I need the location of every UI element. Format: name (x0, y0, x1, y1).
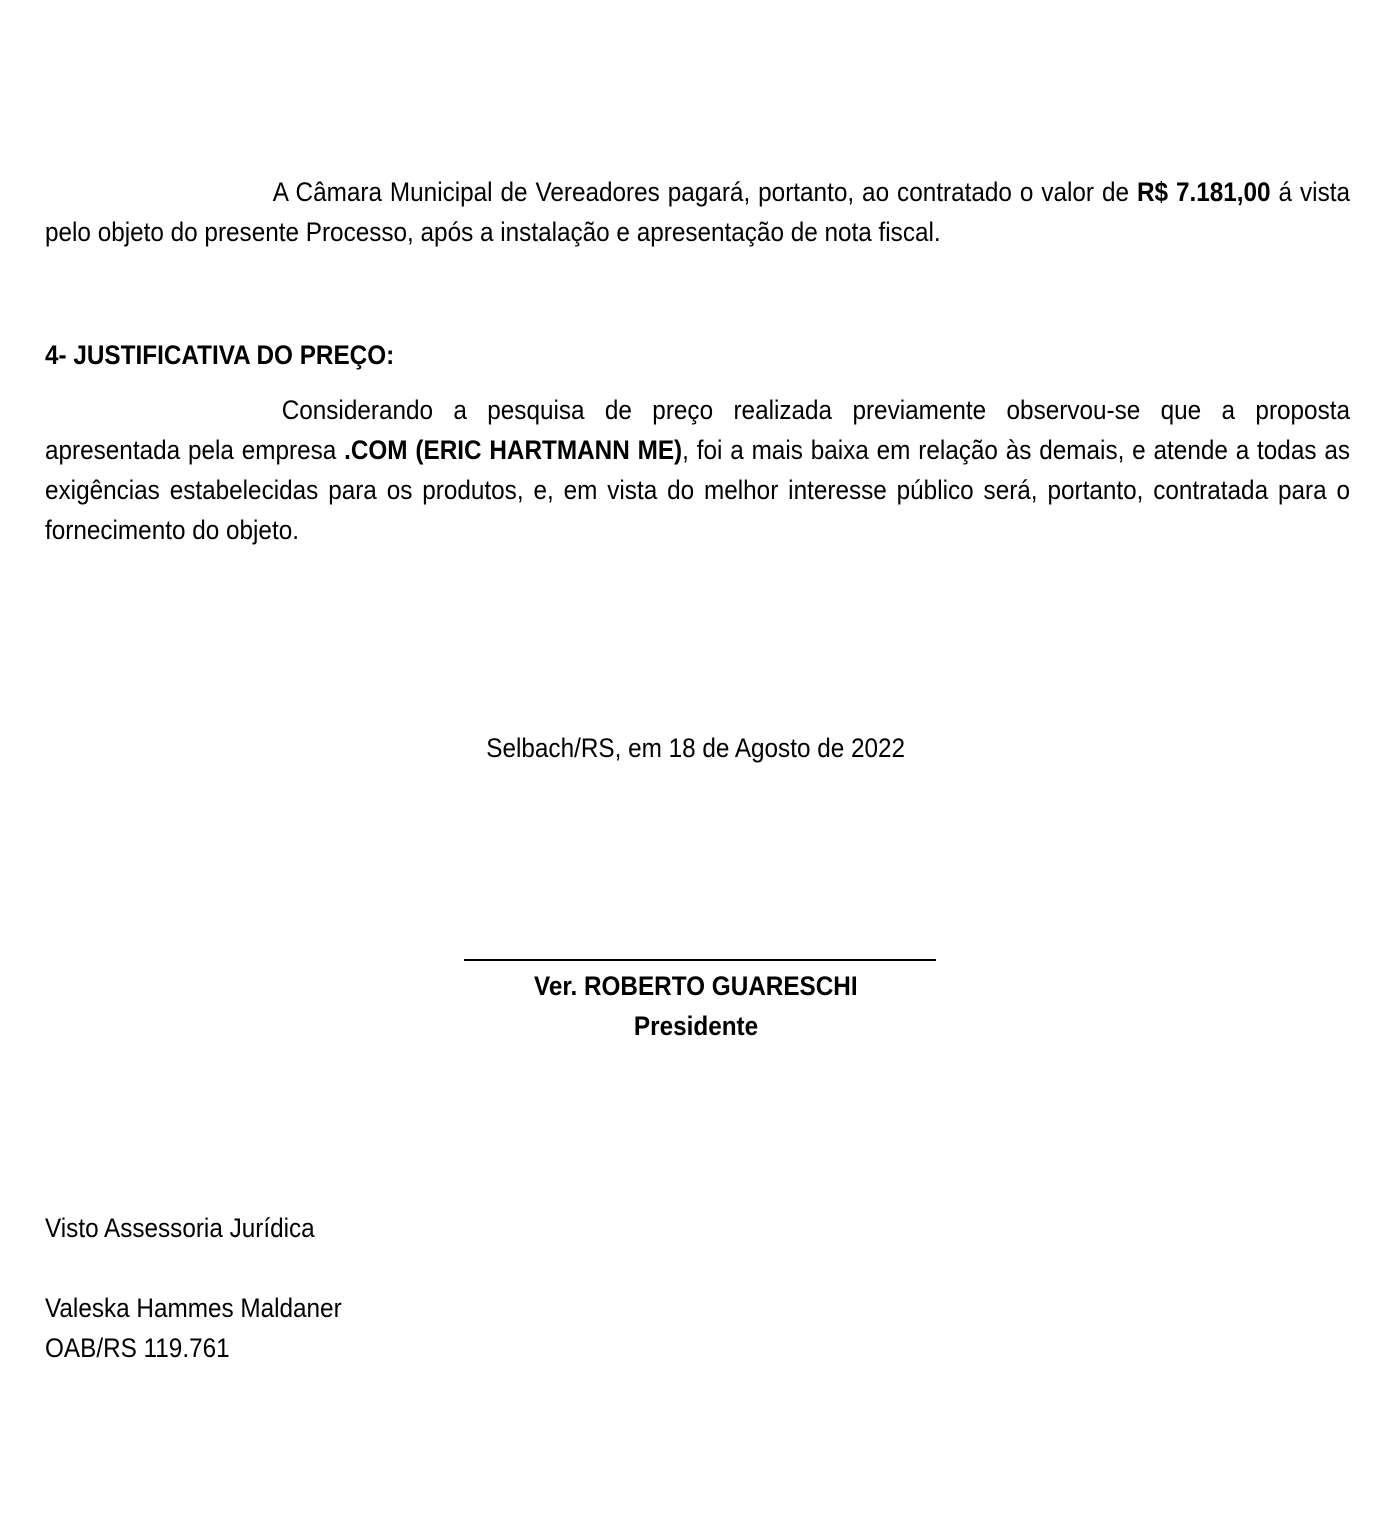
signature-line (464, 959, 936, 961)
legal-label: Visto Assessoria Jurídica (45, 1213, 315, 1243)
justification-paragraph (45, 390, 1350, 550)
legal-name: Valeska Hammes Maldaner (45, 1293, 342, 1323)
payment-paragraph (45, 172, 1350, 252)
legal-registration: OAB/RS 119.761 (45, 1333, 230, 1363)
signature-role-line (0, 1007, 1392, 1045)
justification-text-start: Considerando a pesquisa de preço realizada previamente observou-se que a proposta apresentada pela empresa (45, 395, 1351, 465)
company-name: .COM (ERIC HARTMANN ME) (344, 435, 683, 465)
place-date-line (0, 729, 1392, 767)
payment-amount: R$ 7.181,00 (1136, 177, 1271, 207)
payment-text-end: á vista pelo objeto do presente Processo, após a instalação e apresentação de nota fiscal. (45, 177, 1350, 247)
signature-name: Ver. ROBERTO GUARESCHI (534, 971, 858, 1001)
place-date: Selbach/RS, em 18 de Agosto de 2022 (486, 733, 906, 763)
payment-text-start: A Câmara Municipal de Vereadores pagará, portanto, ao contratado o valor de (272, 177, 1137, 207)
signature-role: Presidente (633, 1011, 759, 1041)
signature-name-line (0, 967, 1392, 1005)
justification-heading: 4- JUSTIFICATIVA DO PREÇO: (45, 340, 395, 370)
justification-text-end: , foi a mais baixa em relação às demais, e atende a todas as exigências estabelecidas para os produtos, e, em vista do melhor interesse público será, portanto, contratada para o fornecimento do objeto. (45, 435, 1350, 545)
